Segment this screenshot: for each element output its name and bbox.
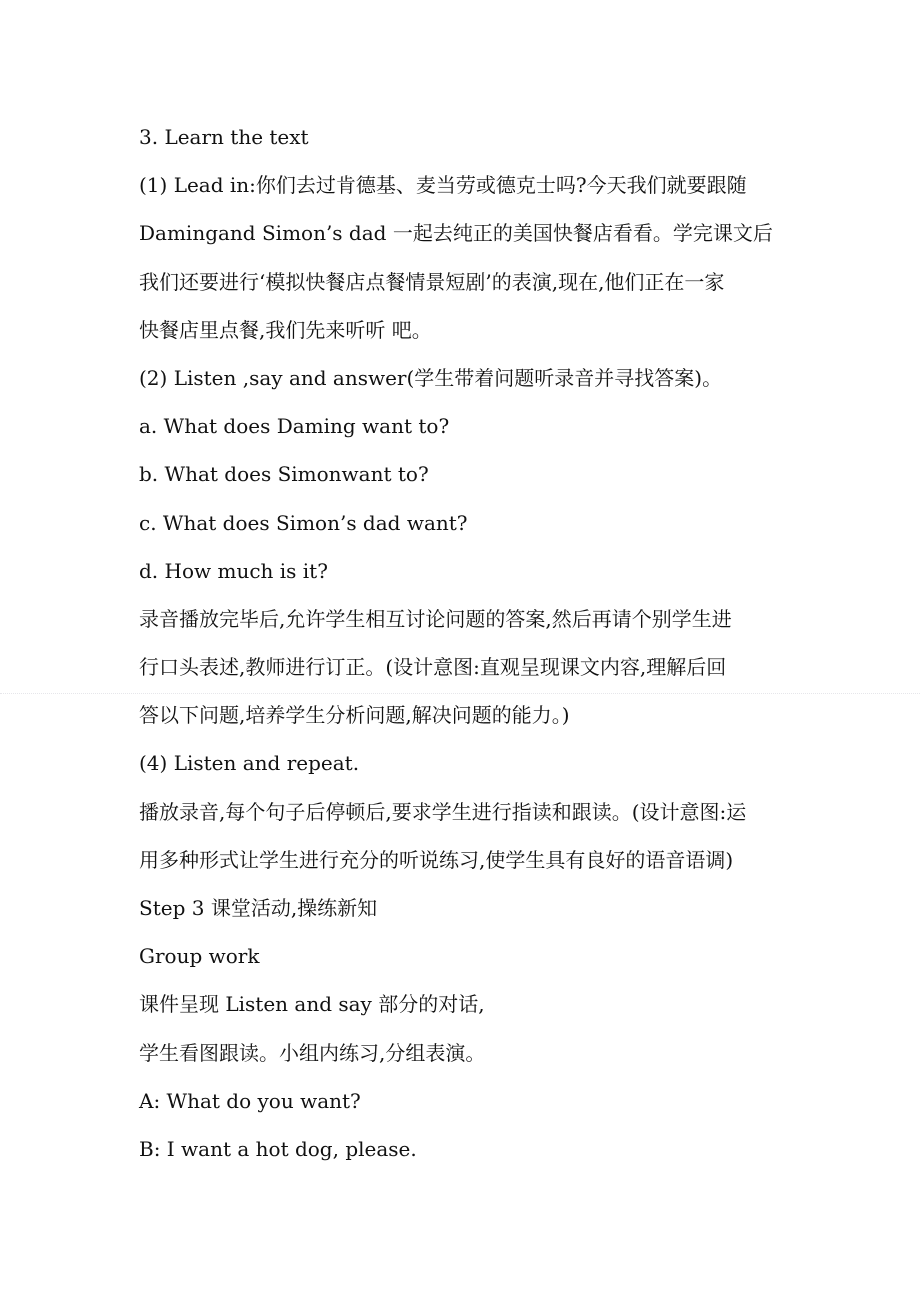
- section-heading: 3. Learn the text: [139, 125, 309, 149]
- step-heading: Step 3 课堂活动,操练新知: [139, 896, 378, 920]
- question-item: c. What does Simon’s dad want?: [139, 510, 468, 535]
- paragraph-line: (4) Listen and repeat.: [139, 751, 360, 776]
- paragraph-line: 行口头表述,教师进行订正。(设计意图:直观呈现课文内容,理解后回: [139, 655, 727, 680]
- paragraph-line: 用多种形式让学生进行充分的听说练习,使学生具有良好的语音语调): [139, 847, 734, 872]
- paragraph-line: 录音播放完毕后,允许学生相互讨论问题的答案,然后再请个别学生进: [139, 606, 732, 631]
- paragraph-line: 快餐店里点餐,我们先来听听 吧。: [139, 317, 432, 342]
- dialogue-line: B: I want a hot dog, please.: [139, 1136, 417, 1161]
- document-body: [139, 118, 789, 1178]
- question-item: a. What does Daming want to?: [139, 414, 450, 439]
- paragraph-line: 我们还要进行‘模拟快餐店点餐情景短剧’的表演,现在,他们正在一家: [139, 269, 725, 294]
- paragraph-line: 播放录音,每个句子后停顿后,要求学生进行指读和跟读。(设计意图:运: [139, 799, 747, 824]
- paragraph-line: (2) Listen ,say and answer(学生带着问题听录音并寻找答案)。: [139, 365, 723, 390]
- paragraph-line: Group work: [139, 944, 260, 969]
- question-item: d. How much is it?: [139, 558, 328, 583]
- paragraph-line: 课件呈现 Listen and say 部分的对话,: [139, 992, 485, 1017]
- paragraph-line: Damingand Simon’s dad 一起去纯正的美国快餐店看看。学完课文后: [139, 221, 773, 246]
- paragraph-line: 学生看图跟读。小组内练习,分组表演。: [139, 1040, 486, 1065]
- paragraph-line: (1) Lead in:你们去过肯德基、麦当劳或德克士吗?今天我们就要跟随: [139, 173, 747, 198]
- question-item: b. What does Simonwant to?: [139, 462, 429, 487]
- paragraph-line: 答以下问题,培养学生分析问题,解决问题的能力。): [139, 703, 570, 728]
- dialogue-line: A: What do you want?: [139, 1088, 361, 1113]
